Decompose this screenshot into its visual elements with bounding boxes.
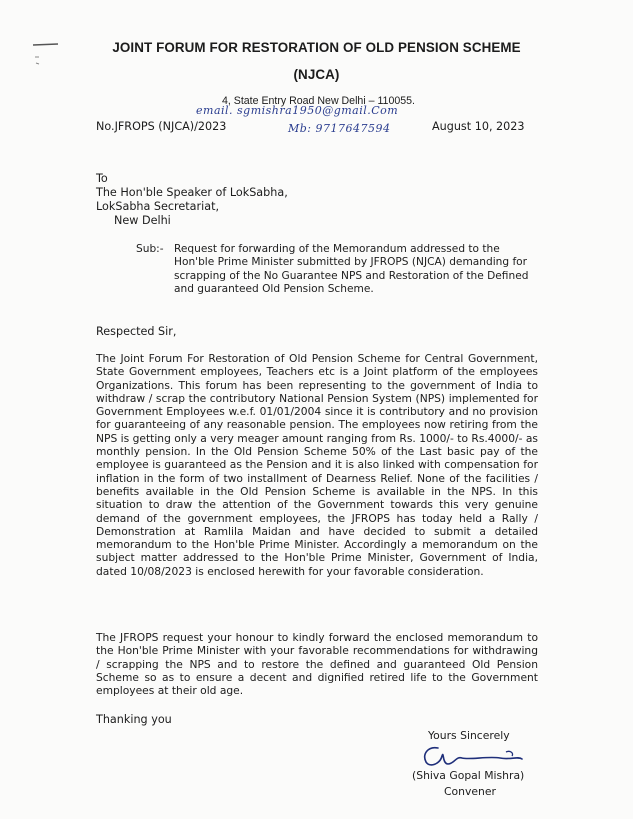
subject-label: Sub:- [136, 243, 164, 255]
signatory-name: (Shiva Gopal Mishra) [412, 769, 525, 782]
recipient-line: New Delhi [114, 214, 171, 228]
handwritten-email: email. sgmishra1950@gmail.Com [196, 104, 399, 117]
letter-date: August 10, 2023 [432, 120, 525, 133]
org-abbreviation: (NJCA) [293, 67, 340, 82]
signature [418, 742, 528, 772]
thanking-you: Thanking you [96, 713, 172, 726]
subject-text: Request for forwarding of the Memorandum addressed to the Hon'ble Prime Minister submitted by JFROPS (NJCA) demanding for scrapping of the No Guarantee NPS and Restoration of the Defined and guaranteed Old Pension Scheme. [174, 243, 529, 295]
recipient-line: The Hon'ble Speaker of LokSabha, [96, 186, 288, 199]
to-label: To [96, 172, 108, 185]
reference-number: No.JFROPS (NJCA)/2023 [96, 120, 227, 133]
recipient-line: LokSabha Secretariat, [96, 200, 220, 214]
body-paragraph-1: The Joint Forum For Restoration of Old Pension Scheme for Central Government, State Government employees, Teachers etc is a Joint platform of the employees Organizations. This forum has been representing to the government of India to withdraw / scrap the contributory National Pension System (NPS) implemented for Government Employees w.e.f. 01/01/2004 since it is contributory and no provision for guaranteeing of any reasonable pension. The employees now retiring from the NPS is getting only a very meager amount ranging from Rs. 1000/- to Rs.4000/- as monthly pension. In the Old Pension Scheme 50% of the Last basic pay of the employee is guaranteed as the Pension and it is also linked with compensation for inflation in the form of two installment of Dearness Relief. None of the facilities / benefits available in the Old Pension Scheme is available in the NPS. In this situation to draw the attention of the Government towards this very genuine demand of the government employees, the JFROPS has today held a Rally / Demonstration at Ramlila Maidan and have decided to submit a detailed memorandum to the Hon'ble Prime Minister. Accordingly a memorandum on the subject matter addressed to the Hon'ble Prime Minister, Government of India, dated 10/08/2023 is enclosed herewith for your favorable consideration. [96, 352, 538, 578]
org-address: 4, State Entry Road New Delhi – 110055. [222, 95, 415, 107]
handwritten-mobile: Mb: 9717647594 [288, 122, 391, 135]
yours-sincerely: Yours Sincerely [428, 729, 510, 742]
signatory-designation: Convener [444, 785, 496, 798]
body-paragraph-2: The JFROPS request your honour to kindly forward the enclosed memorandum to the Hon'ble Prime Minister with your favorable recommendations for withdrawing / scrapping the NPS and to restore the defined and guaranteed Old Pension Scheme so as to ensure a decent and dignified retired life to the Government employees at their old age. [96, 631, 538, 698]
salutation: Respected Sir, [96, 325, 177, 338]
org-title: JOINT FORUM FOR RESTORATION OF OLD PENSION SCHEME [112, 40, 521, 55]
recipient-address [96, 186, 288, 229]
